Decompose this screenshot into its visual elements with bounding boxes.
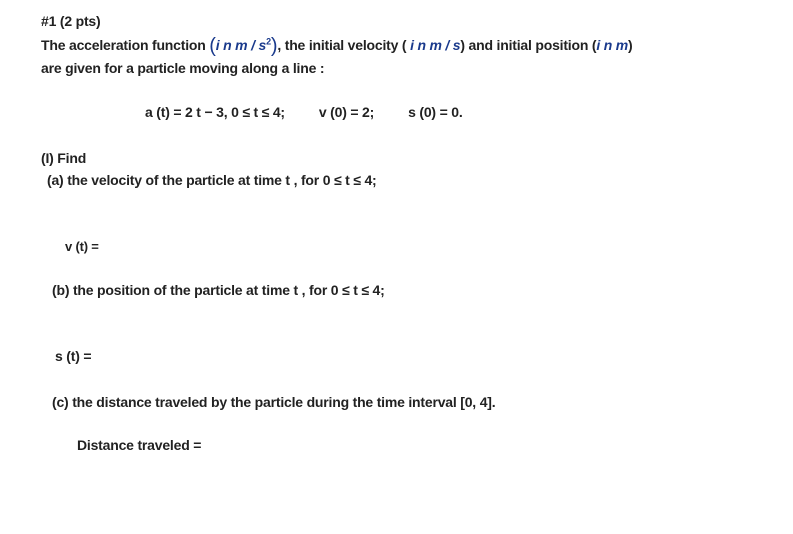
velocity-unit: i n m / s [406, 37, 461, 53]
part-b-prompt: (b) the position of the particle at time t , for 0 ≤ t ≤ 4; [52, 282, 385, 298]
velocity-answer-label: v (t) = [65, 239, 99, 254]
acceleration-equation: a (t) = 2 t − 3, 0 ≤ t ≤ 4; [145, 104, 285, 120]
initial-position: s (0) = 0. [408, 104, 463, 120]
problem-number: #1 (2 pts) [41, 13, 101, 29]
part-a-prompt: (a) the velocity of the particle at time t , for 0 ≤ t ≤ 4; [47, 172, 377, 188]
distance-answer-label: Distance traveled = [77, 437, 202, 453]
position-unit: i n m [596, 37, 629, 53]
intro-text-1: The acceleration function [41, 37, 210, 53]
acceleration-unit: i n m / s [215, 37, 267, 53]
intro-text-3: ) and initial position ( [460, 37, 597, 53]
part-I-label: (I) Find [41, 150, 87, 166]
acceleration-unit-exponent: 2 [266, 36, 271, 47]
unit-paren-close: ) [270, 35, 278, 57]
problem-intro-line1 [41, 35, 633, 58]
intro-text-4: ) [628, 37, 633, 53]
given-equations [145, 104, 463, 120]
intro-text-2: , the initial velocity ( [277, 37, 407, 53]
problem-intro-line2: are given for a particle moving along a line : [41, 60, 325, 76]
position-answer-label: s (t) = [55, 348, 92, 364]
initial-velocity: v (0) = 2; [318, 104, 375, 120]
part-c-prompt: (c) the distance traveled by the particle during the time interval [0, 4]. [52, 394, 496, 410]
unit-paren-open: ( [209, 35, 216, 57]
